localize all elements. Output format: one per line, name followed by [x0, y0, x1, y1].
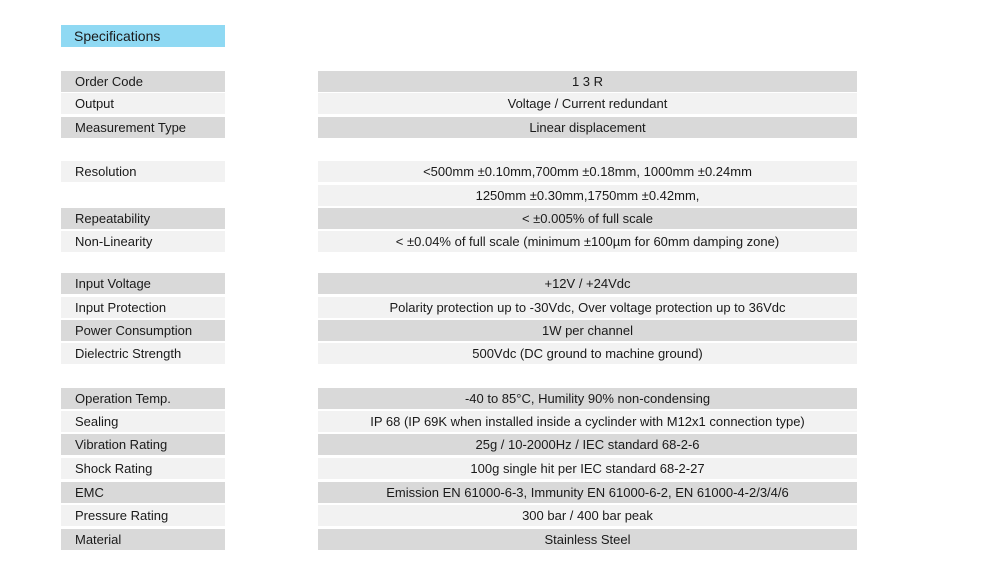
spec-label-sealing: Sealing: [61, 411, 225, 432]
spec-label-resolution: Resolution: [61, 161, 225, 182]
spec-label-power-consumption: Power Consumption: [61, 320, 225, 341]
spec-value-output: Voltage / Current redundant: [318, 93, 857, 114]
spec-value-measurement-type: Linear displacement: [318, 117, 857, 138]
spec-value-material: Stainless Steel: [318, 529, 857, 550]
spec-value-resolution: <500mm ±0.10mm,700mm ±0.18mm, 1000mm ±0.24mm: [318, 161, 857, 182]
spec-label-vibration-rating: Vibration Rating: [61, 434, 225, 455]
spec-value-pressure-rating: 300 bar / 400 bar peak: [318, 505, 857, 526]
spec-value-repeatability: < ±0.005% of full scale: [318, 208, 857, 229]
spec-label-order-code: Order Code: [61, 71, 225, 92]
spec-value-vibration-rating: 25g / 10-2000Hz / IEC standard 68-2-6: [318, 434, 857, 455]
spec-value-input-protection: Polarity protection up to -30Vdc, Over voltage protection up to 36Vdc: [318, 297, 857, 318]
spec-value-power-consumption: 1W per channel: [318, 320, 857, 341]
spec-label-resolution-continued: [61, 185, 225, 206]
spec-label-shock-rating: Shock Rating: [61, 458, 225, 479]
spec-label-non-linearity: Non-Linearity: [61, 231, 225, 252]
spec-value-input-voltage: +12V / +24Vdc: [318, 273, 857, 294]
spec-value-emc: Emission EN 61000-6-3, Immunity EN 61000-6-2, EN 61000-4-2/3/4/6: [318, 482, 857, 503]
spec-label-input-voltage: Input Voltage: [61, 273, 225, 294]
spec-value-shock-rating: 100g single hit per IEC standard 68-2-27: [318, 458, 857, 479]
spec-label-material: Material: [61, 529, 225, 550]
spec-value-order-code: 1 3 R: [318, 71, 857, 92]
specifications-title: Specifications: [61, 25, 225, 47]
spec-label-repeatability: Repeatability: [61, 208, 225, 229]
spec-value-operation-temp: -40 to 85°C, Humility 90% non-condensing: [318, 388, 857, 409]
spec-label-emc: EMC: [61, 482, 225, 503]
spec-label-operation-temp: Operation Temp.: [61, 388, 225, 409]
spec-label-dielectric-strength: Dielectric Strength: [61, 343, 225, 364]
spec-value-sealing: IP 68 (IP 69K when installed inside a cyclinder with M12x1 connection type): [318, 411, 857, 432]
spec-label-measurement-type: Measurement Type: [61, 117, 225, 138]
spec-value-resolution-continued: 1250mm ±0.30mm,1750mm ±0.42mm,: [318, 185, 857, 206]
spec-label-pressure-rating: Pressure Rating: [61, 505, 225, 526]
spec-value-dielectric-strength: 500Vdc (DC ground to machine ground): [318, 343, 857, 364]
spec-label-output: Output: [61, 93, 225, 114]
spec-label-input-protection: Input Protection: [61, 297, 225, 318]
spec-value-non-linearity: < ±0.04% of full scale (minimum ±100µm for 60mm damping zone): [318, 231, 857, 252]
